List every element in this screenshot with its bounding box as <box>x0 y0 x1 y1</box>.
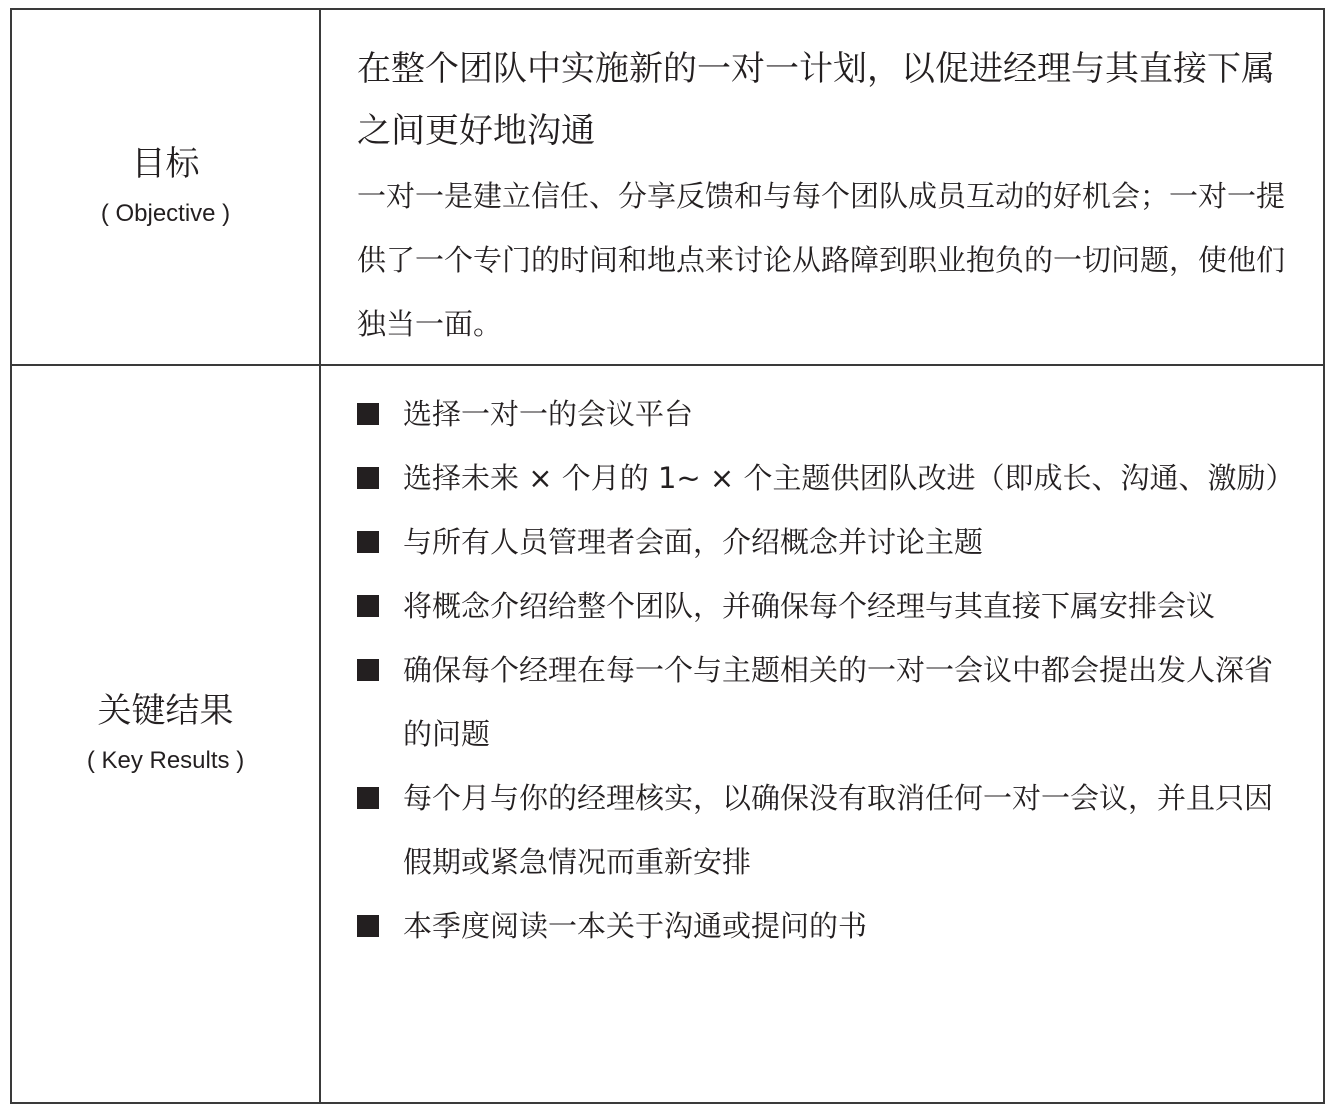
key-results-label: 关键结果 <box>97 691 234 731</box>
key-result-item <box>357 510 1295 574</box>
okr-table <box>10 8 1325 1104</box>
key-result-text: 选择未来 × 个月的 1~ × 个主题供团队改进（即成长、沟通、激励） <box>403 461 1295 495</box>
key-result-text: 本季度阅读一本关于沟通或提问的书 <box>403 909 868 943</box>
key-results-content-cell <box>321 366 1323 1102</box>
objective-label-cell <box>12 10 321 364</box>
objective-description: 一对一是建立信任、分享反馈和与每个团队成员互动的好机会；一对一提供了一个专门的时间和地点来讨论从路障到职业抱负的一切问题，使他们独当一面。 <box>357 179 1286 341</box>
key-results-label-cell <box>12 366 321 1102</box>
key-results-row <box>12 366 1323 1102</box>
key-result-text: 每个月与你的经理核实，以确保没有取消任何一对一会议，并且只因假期或紧急情况而重新安排 <box>403 781 1274 879</box>
key-result-text: 确保每个经理在每一个与主题相关的一对一会议中都会提出发人深省的问题 <box>403 653 1274 751</box>
key-result-item <box>357 574 1295 638</box>
key-result-text: 将概念介绍给整个团队，并确保每个经理与其直接下属安排会议 <box>403 589 1216 623</box>
square-bullet-icon <box>357 403 379 425</box>
square-bullet-icon <box>357 595 379 617</box>
key-result-text: 选择一对一的会议平台 <box>403 397 694 431</box>
key-result-item <box>357 766 1295 894</box>
key-result-item <box>357 446 1295 510</box>
key-results-list <box>357 382 1295 958</box>
square-bullet-icon <box>357 915 379 937</box>
key-result-item <box>357 382 1295 446</box>
square-bullet-icon <box>357 787 379 809</box>
objective-content-cell <box>321 10 1323 364</box>
objective-label-en: ( Objective ) <box>100 200 231 227</box>
square-bullet-icon <box>357 531 379 553</box>
key-result-item <box>357 638 1295 766</box>
square-bullet-icon <box>357 659 379 681</box>
key-result-item <box>357 894 1295 958</box>
objective-label: 目标 <box>131 144 200 184</box>
square-bullet-icon <box>357 467 379 489</box>
objective-title: 在整个团队中实施新的一对一计划，以促进经理与其直接下属之间更好地沟通 <box>357 49 1275 151</box>
key-result-text: 与所有人员管理者会面，介绍概念并讨论主题 <box>403 525 984 559</box>
key-results-label-en: ( Key Results ) <box>86 747 245 774</box>
objective-row <box>12 10 1323 366</box>
